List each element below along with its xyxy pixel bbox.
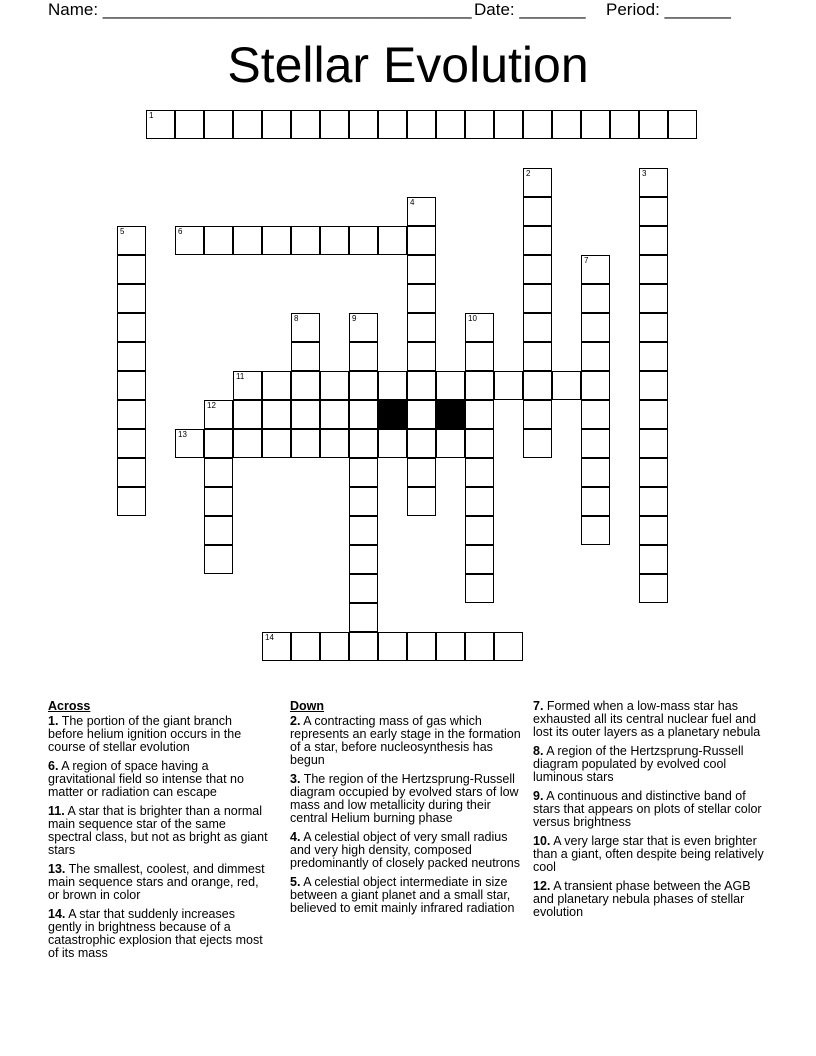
grid-cell[interactable]	[407, 487, 436, 516]
grid-cell[interactable]	[349, 487, 378, 516]
grid-cell[interactable]	[349, 226, 378, 255]
grid-cell[interactable]	[262, 632, 291, 661]
grid-cell[interactable]	[465, 632, 494, 661]
grid-cell[interactable]	[291, 371, 320, 400]
grid-cell[interactable]	[262, 226, 291, 255]
grid-cell[interactable]	[117, 429, 146, 458]
grid-cell[interactable]	[378, 226, 407, 255]
grid-cell[interactable]	[407, 110, 436, 139]
grid-cell[interactable]	[117, 226, 146, 255]
grid-cell[interactable]	[146, 110, 175, 139]
grid-cell[interactable]	[465, 545, 494, 574]
grid-cell[interactable]	[262, 400, 291, 429]
grid-cell[interactable]	[639, 574, 668, 603]
clue-down-4: 4. A celestial object of very small radius and very high density, composed predominantly of closely packed neutrons	[290, 830, 520, 870]
grid-cell[interactable]	[407, 284, 436, 313]
grid-cell[interactable]	[523, 400, 552, 429]
date-field: Date: _______	[474, 0, 586, 19]
grid-cell[interactable]	[639, 487, 668, 516]
clue-number: 4	[410, 198, 415, 207]
grid-cell[interactable]	[581, 400, 610, 429]
grid-cell[interactable]	[117, 284, 146, 313]
clue-number: 11	[236, 372, 245, 381]
grid-cell[interactable]	[523, 342, 552, 371]
grid-cell[interactable]	[494, 632, 523, 661]
grid-cell[interactable]	[436, 371, 465, 400]
grid-cell[interactable]	[465, 516, 494, 545]
clue-down-9: 9. A continuous and distinctive band of stars that appears on plots of stellar color versus brightness	[533, 789, 762, 829]
grid-cell[interactable]	[349, 110, 378, 139]
grid-cell[interactable]	[465, 313, 494, 342]
across-clues	[48, 700, 268, 966]
grid-cell[interactable]	[175, 226, 204, 255]
down-heading: Down	[290, 699, 325, 713]
grid-cell[interactable]	[407, 313, 436, 342]
grid-cell[interactable]	[523, 429, 552, 458]
grid-cell[interactable]	[610, 110, 639, 139]
grid-cell[interactable]	[233, 226, 262, 255]
grid-cell[interactable]	[204, 458, 233, 487]
clue-across-13: 13. The smallest, coolest, and dimmest main sequence stars and orange, red, or brown in color	[48, 862, 265, 902]
grid-cell[interactable]	[523, 110, 552, 139]
grid-cell[interactable]	[581, 516, 610, 545]
grid-cell[interactable]	[581, 371, 610, 400]
clue-number: 8	[294, 314, 299, 323]
clue-down-8: 8. A region of the Hertzsprung-Russell diagram populated by evolved cool luminous stars	[533, 744, 744, 784]
grid-cell[interactable]	[233, 400, 262, 429]
down-clues-continued	[533, 700, 769, 925]
grid-cell[interactable]	[407, 255, 436, 284]
grid-cell[interactable]	[523, 313, 552, 342]
clue-number: 13	[178, 430, 187, 439]
grid-cell[interactable]	[349, 603, 378, 632]
grid-cell[interactable]	[291, 342, 320, 371]
grid-cell[interactable]	[291, 110, 320, 139]
clue-number: 14	[265, 633, 274, 642]
grid-block	[378, 400, 407, 429]
grid-cell[interactable]	[465, 371, 494, 400]
grid-cell[interactable]	[552, 371, 581, 400]
grid-cell[interactable]	[639, 516, 668, 545]
grid-cell[interactable]	[494, 371, 523, 400]
grid-cell[interactable]	[407, 429, 436, 458]
grid-cell[interactable]	[117, 255, 146, 284]
grid-cell[interactable]	[117, 342, 146, 371]
period-field: Period: _______	[606, 0, 731, 19]
grid-cell[interactable]	[262, 110, 291, 139]
grid-cell[interactable]	[523, 371, 552, 400]
grid-cell[interactable]	[117, 313, 146, 342]
grid-cell[interactable]	[523, 197, 552, 226]
grid-cell[interactable]	[465, 458, 494, 487]
grid-cell[interactable]	[523, 284, 552, 313]
grid-cell[interactable]	[204, 516, 233, 545]
grid-cell[interactable]	[639, 400, 668, 429]
grid-cell[interactable]	[233, 371, 262, 400]
grid-cell[interactable]	[639, 429, 668, 458]
grid-cell[interactable]	[378, 371, 407, 400]
clue-across-6: 6. A region of space having a gravitational field so intense that no matter or radiation can escape	[48, 759, 244, 799]
grid-cell[interactable]	[581, 342, 610, 371]
grid-cell[interactable]	[407, 632, 436, 661]
grid-cell[interactable]	[291, 632, 320, 661]
grid-cell[interactable]	[581, 110, 610, 139]
grid-cell[interactable]	[320, 632, 349, 661]
grid-cell[interactable]	[262, 371, 291, 400]
grid-cell[interactable]	[291, 226, 320, 255]
grid-cell[interactable]	[639, 168, 668, 197]
grid-cell[interactable]	[494, 110, 523, 139]
grid-cell[interactable]	[639, 255, 668, 284]
grid-cell[interactable]	[349, 400, 378, 429]
grid-cell[interactable]	[639, 342, 668, 371]
grid-cell[interactable]	[204, 110, 233, 139]
clue-across-11: 11. A star that is brighter than a normal main sequence star of the same spectral class, but not as bright as giant stars	[48, 804, 268, 857]
grid-cell[interactable]	[552, 110, 581, 139]
grid-cell[interactable]	[204, 400, 233, 429]
clue-down-10: 10. A very large star that is even brighter than a giant, often despite being relatively cool	[533, 834, 764, 874]
grid-cell[interactable]	[204, 545, 233, 574]
clue-across-14: 14. A star that suddenly increases gently in brightness because of a catastrophic explosion that ejects most of its mass	[48, 907, 263, 960]
grid-cell[interactable]	[407, 197, 436, 226]
grid-cell[interactable]	[349, 545, 378, 574]
clue-down-12: 12. A transient phase between the AGB and planetary nebula phases of stellar evolution	[533, 879, 751, 919]
grid-cell[interactable]	[523, 226, 552, 255]
grid-cell[interactable]	[204, 226, 233, 255]
grid-cell[interactable]	[465, 400, 494, 429]
grid-cell[interactable]	[117, 487, 146, 516]
grid-cell[interactable]	[465, 574, 494, 603]
grid-cell[interactable]	[349, 516, 378, 545]
grid-cell[interactable]	[320, 400, 349, 429]
grid-cell[interactable]	[523, 255, 552, 284]
grid-cell[interactable]	[581, 255, 610, 284]
clue-down-3: 3. The region of the Hertzsprung-Russell diagram occupied by evolved stars of low mass and low metallicity during their central Helium burning phase	[290, 772, 519, 825]
grid-cell[interactable]	[117, 458, 146, 487]
grid-cell[interactable]	[407, 226, 436, 255]
grid-cell[interactable]	[465, 429, 494, 458]
grid-cell[interactable]	[668, 110, 697, 139]
grid-cell[interactable]	[407, 458, 436, 487]
down-clues	[290, 700, 524, 921]
clue-down-7: 7. Formed when a low-mass star has exhausted all its central nuclear fuel and lost its outer layers as a planetary nebula	[533, 699, 761, 739]
grid-cell[interactable]	[233, 429, 262, 458]
grid-cell[interactable]	[407, 371, 436, 400]
grid-block	[436, 400, 465, 429]
grid-cell[interactable]	[465, 342, 494, 371]
clue-number: 3	[642, 169, 647, 178]
grid-cell[interactable]	[407, 342, 436, 371]
clue-down-2: 2. A contracting mass of gas which represents an early stage in the formation of a star, before nucleosynthesis has begun	[290, 714, 521, 767]
grid-cell[interactable]	[349, 371, 378, 400]
grid-cell[interactable]	[349, 632, 378, 661]
grid-cell[interactable]	[581, 284, 610, 313]
grid-cell[interactable]	[523, 168, 552, 197]
grid-cell[interactable]	[175, 429, 204, 458]
grid-cell[interactable]	[378, 429, 407, 458]
grid-cell[interactable]	[639, 313, 668, 342]
clue-number: 5	[120, 227, 125, 236]
grid-cell[interactable]	[639, 545, 668, 574]
grid-cell[interactable]	[436, 632, 465, 661]
grid-cell[interactable]	[639, 110, 668, 139]
grid-cell[interactable]	[117, 371, 146, 400]
grid-cell[interactable]	[465, 110, 494, 139]
grid-cell[interactable]	[639, 226, 668, 255]
clue-down-5: 5. A celestial object intermediate in size between a giant planet and a small star, believed to emit mainly infrared radiation	[290, 875, 515, 915]
grid-cell[interactable]	[581, 313, 610, 342]
clue-number: 7	[584, 256, 589, 265]
clue-number: 12	[207, 401, 216, 410]
grid-cell[interactable]	[349, 429, 378, 458]
grid-cell[interactable]	[465, 487, 494, 516]
clue-number: 9	[352, 314, 357, 323]
grid-cell[interactable]	[581, 429, 610, 458]
grid-cell[interactable]	[233, 110, 262, 139]
grid-cell[interactable]	[349, 574, 378, 603]
grid-cell[interactable]	[291, 400, 320, 429]
across-heading: Across	[48, 699, 91, 713]
grid-cell[interactable]	[639, 284, 668, 313]
grid-cell[interactable]	[117, 400, 146, 429]
grid-cell[interactable]	[349, 313, 378, 342]
clue-number: 10	[468, 314, 477, 323]
page-title: Stellar Evolution	[227, 37, 589, 93]
grid-cell[interactable]	[639, 371, 668, 400]
clue-number: 2	[526, 169, 531, 178]
grid-cell[interactable]	[320, 429, 349, 458]
grid-cell[interactable]	[204, 429, 233, 458]
grid-cell[interactable]	[436, 429, 465, 458]
grid-cell[interactable]	[407, 400, 436, 429]
grid-cell[interactable]	[320, 371, 349, 400]
grid-cell[interactable]	[262, 429, 291, 458]
grid-cell[interactable]	[291, 429, 320, 458]
grid-cell[interactable]	[204, 487, 233, 516]
grid-cell[interactable]	[320, 110, 349, 139]
name-field: Name: _______________________________________	[48, 0, 472, 19]
grid-cell[interactable]	[291, 313, 320, 342]
grid-cell[interactable]	[378, 632, 407, 661]
clue-number: 6	[178, 227, 183, 236]
grid-cell[interactable]	[320, 226, 349, 255]
clue-number: 1	[149, 111, 154, 120]
grid-cell[interactable]	[581, 487, 610, 516]
grid-cell[interactable]	[175, 110, 204, 139]
grid-cell[interactable]	[349, 458, 378, 487]
grid-cell[interactable]	[349, 342, 378, 371]
grid-cell[interactable]	[436, 110, 465, 139]
clue-across-1: 1. The portion of the giant branch before helium ignition occurs in the course of stellar evolution	[48, 714, 242, 754]
grid-cell[interactable]	[581, 458, 610, 487]
grid-cell[interactable]	[639, 197, 668, 226]
grid-cell[interactable]	[639, 458, 668, 487]
grid-cell[interactable]	[378, 110, 407, 139]
